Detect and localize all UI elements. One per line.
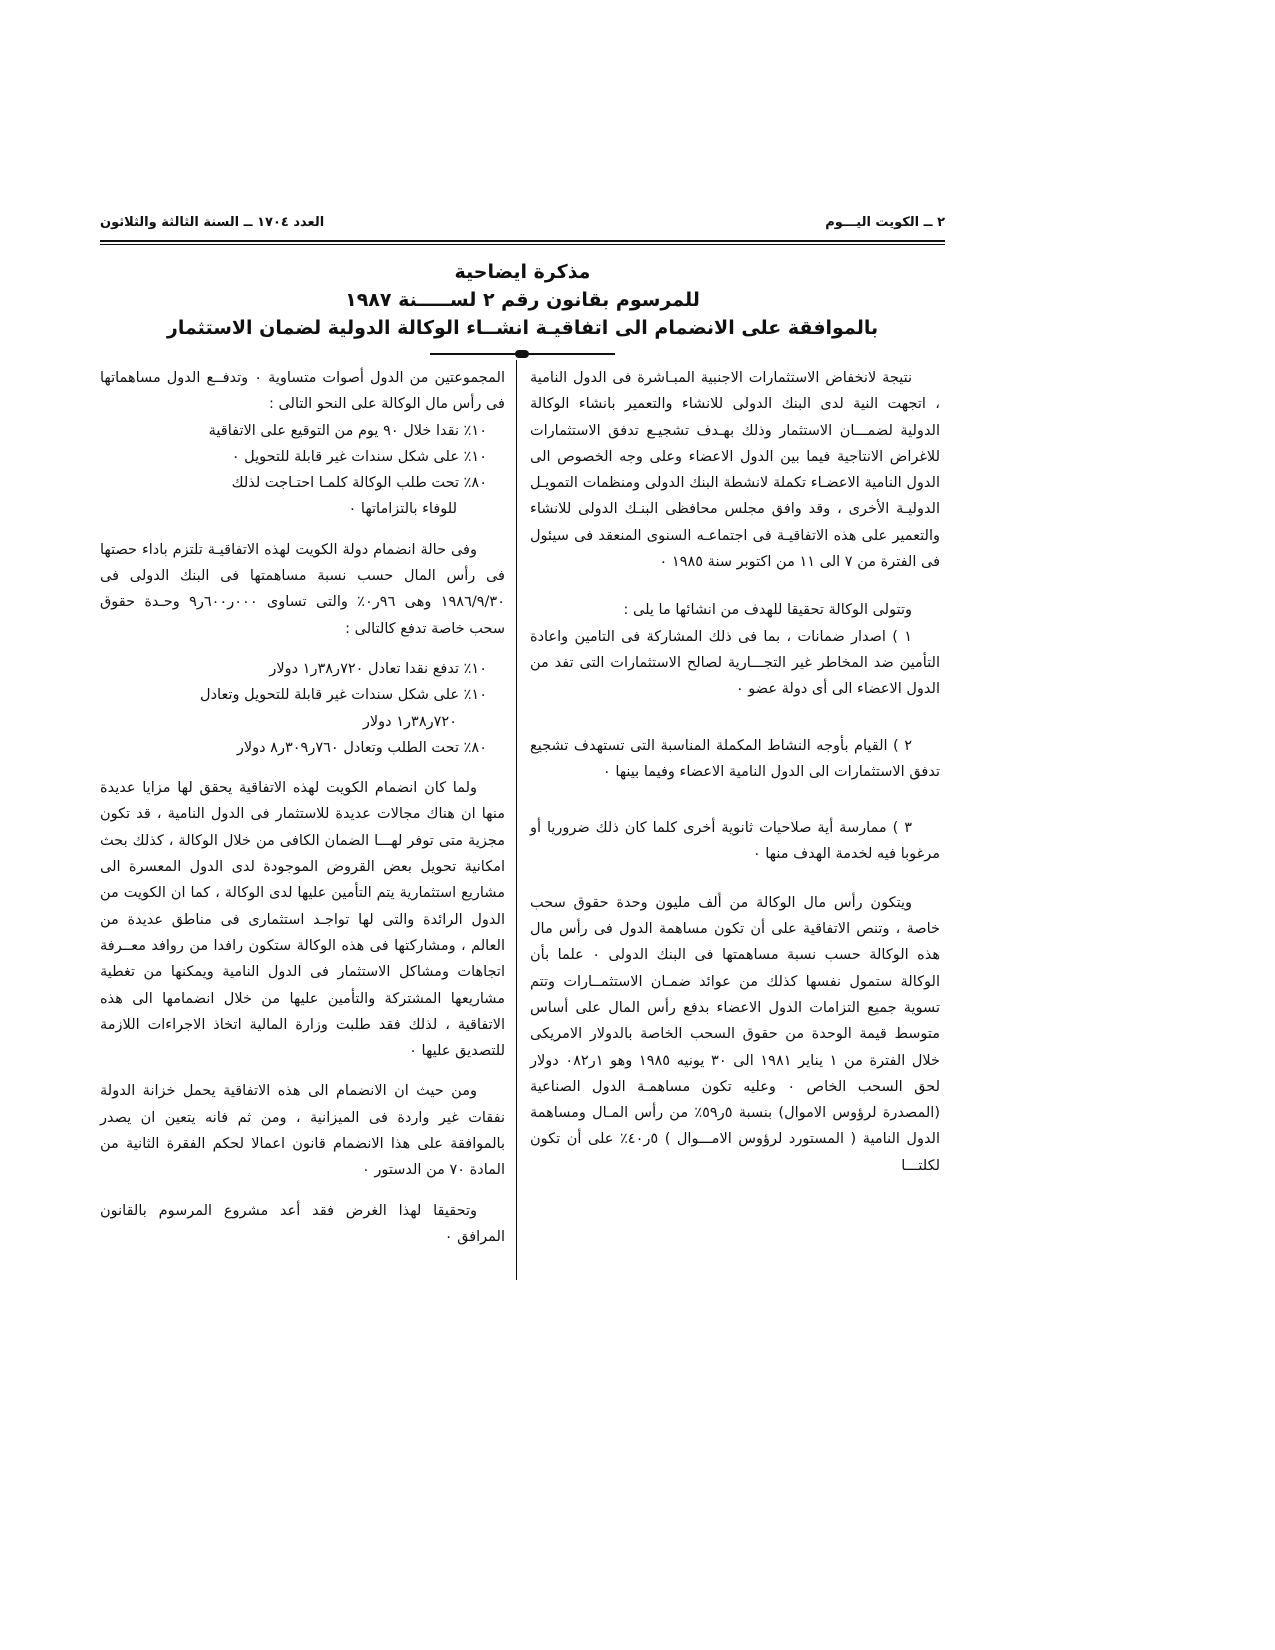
document-subtitle: للمرسوم بقانون رقم ٢ لســـــنة ١٩٨٧ [345,289,700,311]
document-title: مذكرة ايضاحية [454,261,591,283]
paragraph: وفى حالة انضمام دولة الكويت لهذه الاتفاقيـة تلتزم باداء حصتها فى رأس المال حسب نسبة مساهمتها فى البنك الدولى فى ١٩٨٦/٩/٣٠ وهى ٩٦ر٠٪ والتى تساوى ٠٠٠ر٦٠٠ر٩ وحـدة حقوق سحب خاصة تدفع كالتالى : [100,541,505,637]
ornament-dot [515,350,529,358]
list-item: ١٠٪ نقدا خلال ٩٠ يوم من التوقيع على الاتفاقية [208,422,487,439]
list-item: ٨٠٪ تحت طلب الوكالة كلمـا احتـاجت لذلك [231,475,487,492]
list-item: ١٠٪ تدفع نقدا تعادل ٧٢٠ر٣٨ر١ دولار [269,660,487,677]
right-column [530,365,940,1179]
document-subject: بالموافقة على الانضمام الى اتفاقيـة انشــاء الوكالة الدولية لضمان الاستثمار [166,317,879,339]
list-item: ٣ ) ممارسة أية صلاحيات ثانوية أخرى كلما كان ذلك ضروريا أو مرغوبا فيه لخدمة الهدف منها ٠ [530,820,940,863]
paragraph: وتتولى الوكالة تحقيقا للهدف من انشائها ما يلى : [623,602,912,619]
list-item: ١٠٪ على شكل سندات غير قابلة للتحويل وتعادل [200,687,487,704]
paragraph: ويتكون رأس مال الوكالة من ألف مليون وحدة حقوق سحب خاصة ، وتنص الاتفاقية على أن تكون مساهمة الدول فى رأس مال هذه الوكالة حسب نسبة مساهمتها فى البنك الدولى ٠ علما بأن الوكالة ستمول نفسها كذلك من عوائد ضمـان الاستثمــارات وتتم تسوية جميع التزامات الدول الاعضاء بدفع رأس المال على أساس متوسط قيمة الوحدة من حقوق السحب الخاصة بالدولار الامريكى خلال الفترة من ١ يناير ١٩٨١ الى ٣٠ يونيه ١٩٨٥ وهو ١ر٠٨٢ دولار لحق السحب الخاص ٠ وعليه تكون مساهمـة الدول الصناعية (المصدرة لرؤوس الاموال) بنسبة ٥ر٥٩٪ من رأس المـال ومساهمة الدول النامية ( المستورد لرؤوس الامـــوال ) ٥ر٤٠٪ على أن تكون لكلتـــا [530,894,941,1174]
header-rule [100,240,945,242]
paragraph: ومن حيث ان الانضمام الى هذه الاتفاقية يحمل خزانة الدولة نفقات غير واردة فى الميزانية ، ومن ثم فانه يتعين ان يصدر بالموافقة على هذا الانضمام قانون اعمالا لحكم الفقرة الثانية من المادة ٧٠ من الدستور ٠ [100,1083,505,1179]
title-ornament [430,350,615,358]
list-item: ٢ ) القيام بأوجه النشاط المكملة المناسبة التى تستهدف تشجيع تدفق الاستثمارات الى الدول النامية الاعضاء وفيما بينها ٠ [530,737,940,780]
paragraph: وتحقيقا لهذا الغرض فقد أعد مشروع المرسوم بالقانون المرافق ٠ [100,1202,505,1245]
running-header [100,215,945,237]
list-item: ٨٠٪ تحت الطلب وتعادل ٧٦٠ر٣٠٩ر٨ دولار [236,739,487,756]
header-issue-info: العدد ١٧٠٤ ــ السنة الثالثة والثلاثون [100,215,325,230]
paragraph: المجموعتين من الدول أصوات متساوية ٠ وتدفــع الدول مساهماتها فى رأس مال الوكالة على النحو التالى : [100,370,505,413]
header-rule-thin [100,244,945,245]
title-block [100,258,945,342]
column-divider [516,360,517,1280]
paragraph: نتيجة لانخفاض الاستثمارات الاجنبية المبـاشرة فى الدول النامية ، اتجهت النية لدى البنك الدولى للانشاء والتعمير بانشاء الوكالة الدولية لضمـــان الاستثمار وذلك بهـدف تشجيـع تدفق الاستثمارات للاغراض الانتاجية فيما بين الدول الاعضاء وعلى وجه الخصوص الى الدول النامية الاعضـاء تكملة لانشطة البنك الدولى ومنظمات التمويـل الدوليـة الأخرى ، وقد وافق مجلس محافظى البنـك الدولى للانشاء والتعمير على هذه الاتفاقيـة فى اجتماعـه السنوى المنعقد فى سيئول فى الفترة من ٧ الى ١١ من اكتوبر سنة ١٩٨٥ ٠ [530,370,940,571]
list-item: ١ ) اصدار ضمانات ، بما فى ذلك المشاركة فى التامين واعادة التأمين ضد المخاطر غير التجـــارية لصالح الاستثمارات التى تفد من الدول الاعضاء الى أى دولة عضو ٠ [530,628,940,698]
left-column [100,365,505,1250]
paragraph: ولما كان انضمام الكويت لهذه الاتفاقية يحقق لها مزايا عديدة منها ان هناك مجالات عديدة للاستثمار فى الدول النامية ، قد تكون مجزية متى توفر لهـــا الضمان الكافى من خلال الوكالة ، كذلك بحث امكانية تحويل بعض القروض الموجودة لدى الدول المعسرة الى مشاريع استثمارية يتم التأمين عليها لدى الوكالة ، كما ان الكويت من الدول الرائدة والتى لها تواجـد استثمارى فى مناطق عديدة من العالم ، ومشاركتها فى هذه الوكالة ستكون رافدا من روافد معــرفة اتجاهات ومشاكل الاستثمار فى الدول النامية ويمكنها من تغطية مشاريعها المشتركة والتأمين عليها من خلال انضمامها الى هذه الاتفاقية ، لذلك فقد طلبت وزارة المالية اتخاذ الاجراءات اللازمة للتصديق عليها ٠ [100,780,505,1060]
list-item-continuation: ٧٢٠ر٣٨ر١ دولار [362,713,457,730]
list-item: ١٠٪ على شكل سندات غير قابلة للتحويل ٠ [231,448,487,465]
list-item-continuation: للوفاء بالتزاماتها ٠ [348,501,457,518]
header-page-title: ٢ ــ الكويت اليـــوم [825,215,945,230]
